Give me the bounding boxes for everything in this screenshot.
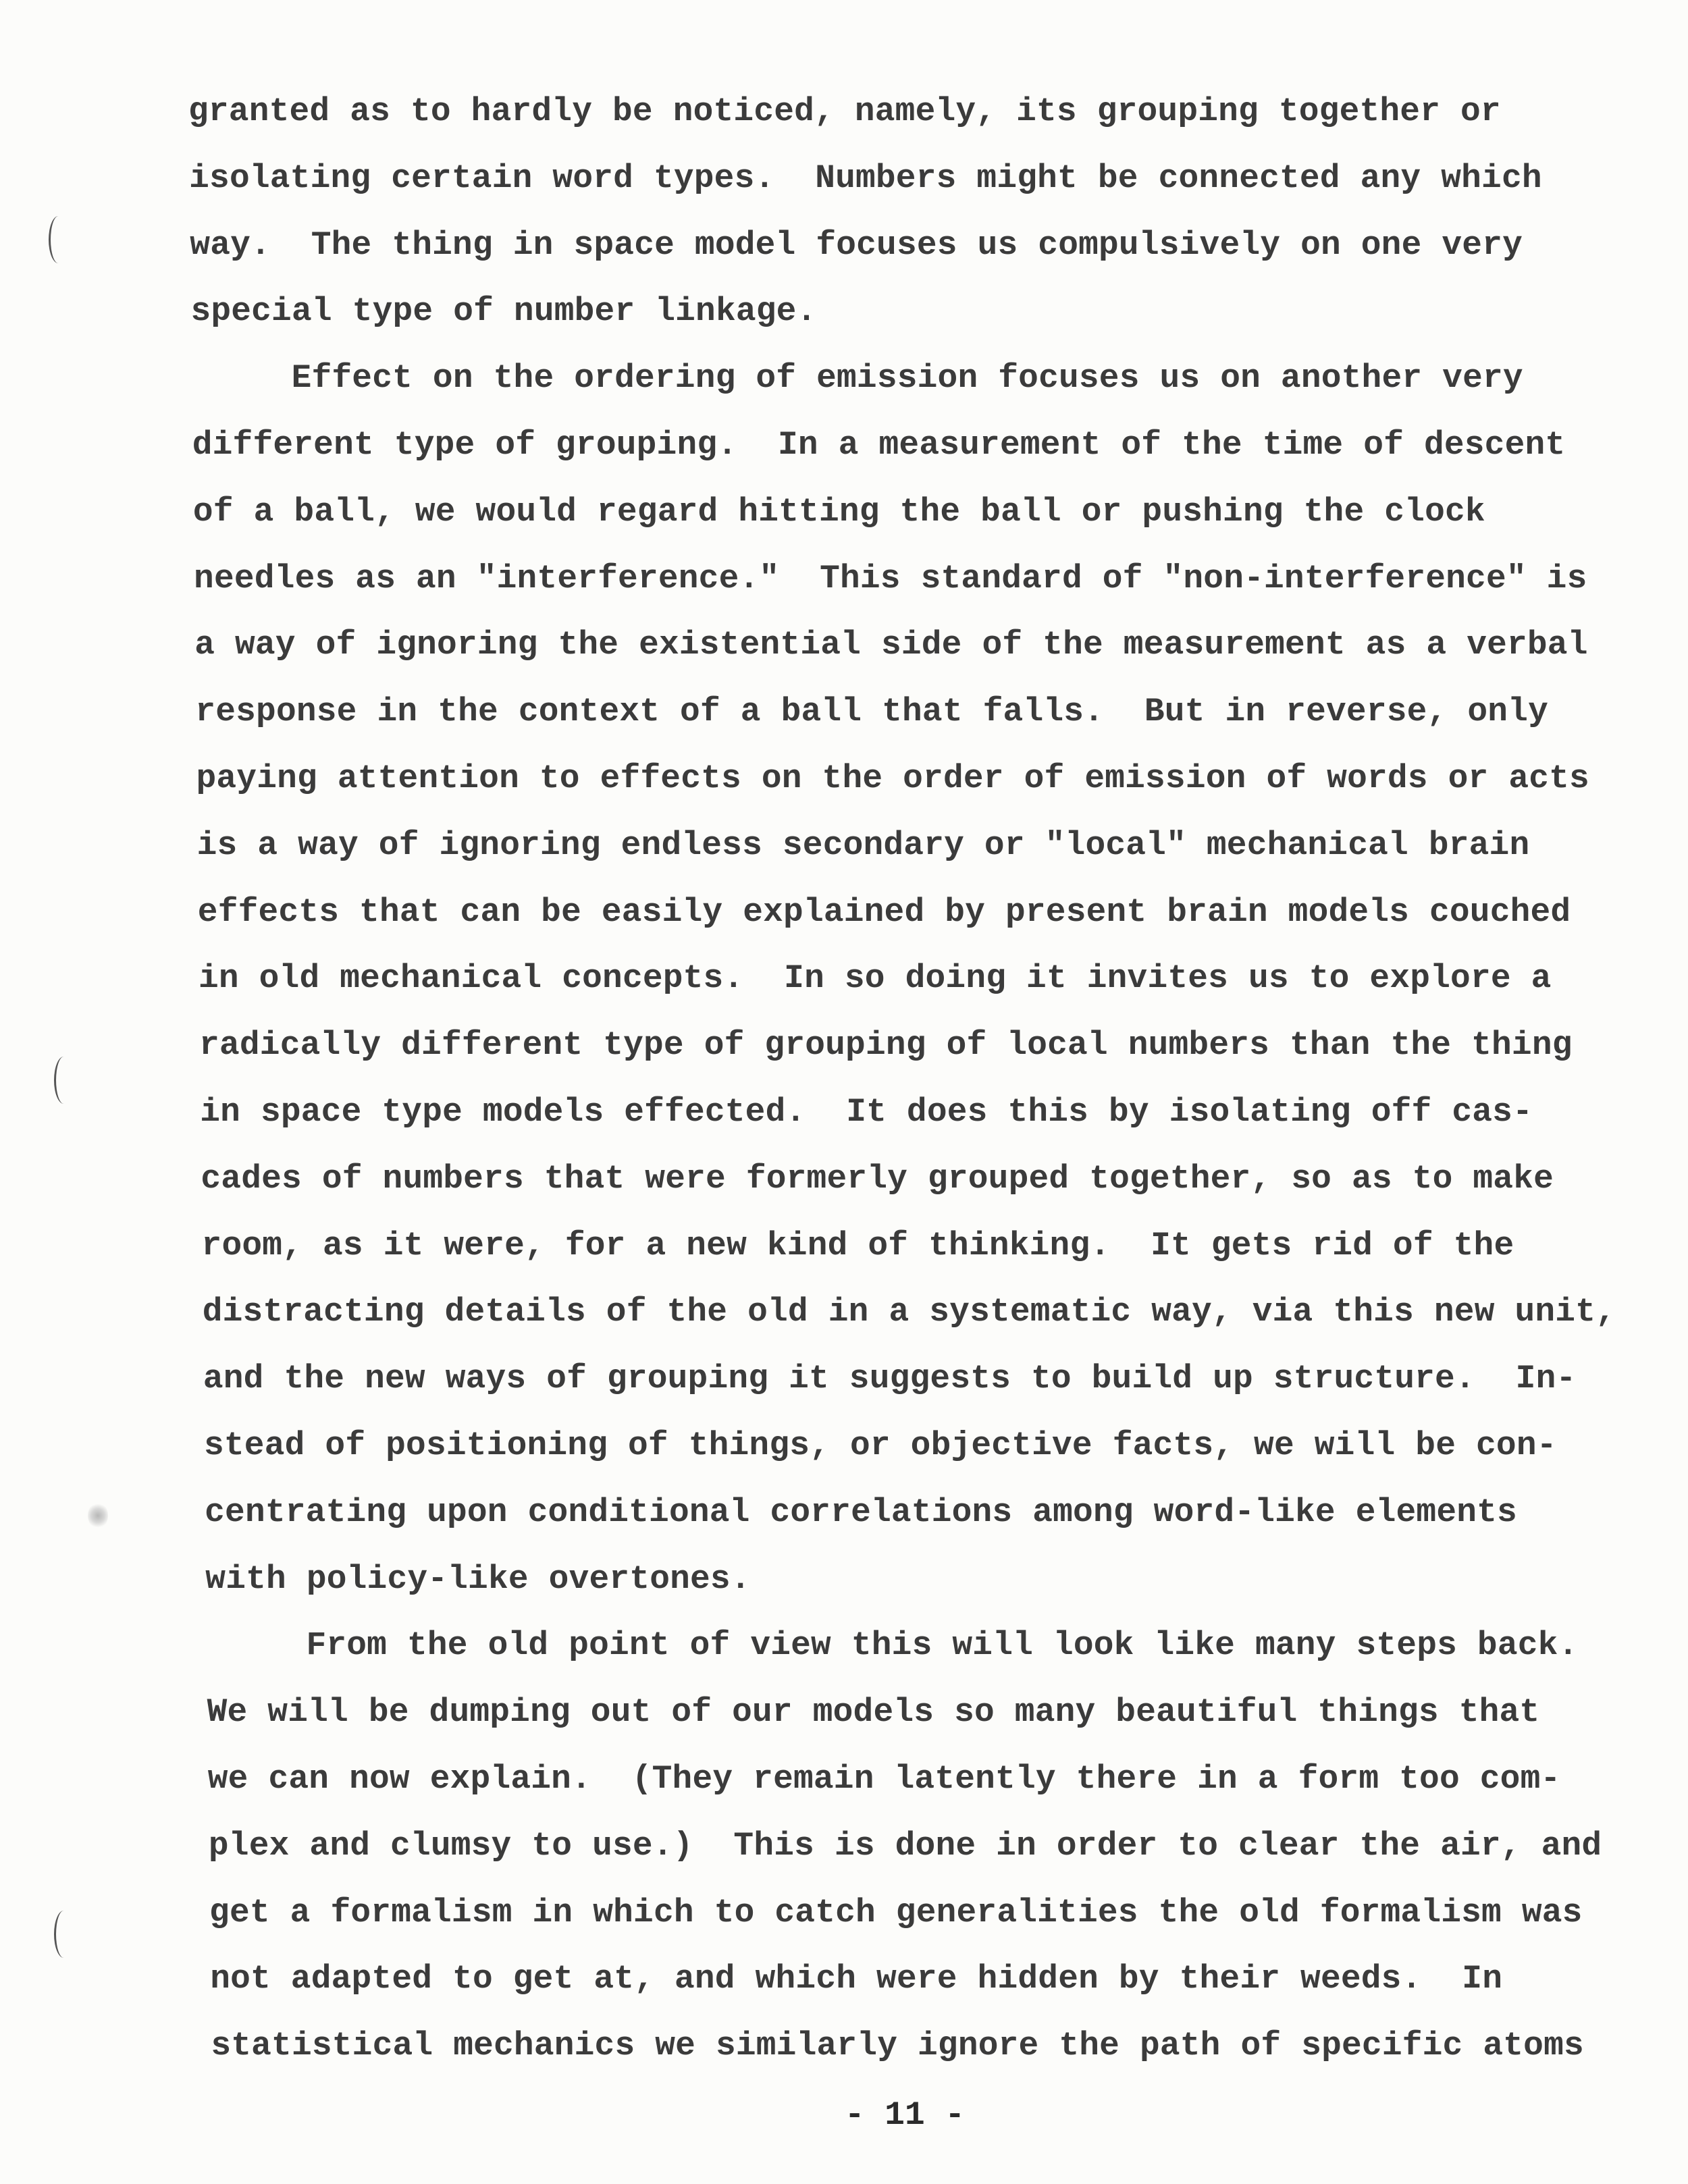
text-line: of a ball, we would regard hitting the ball or pushing the clock <box>192 492 1485 531</box>
text-line: we can now explain. (They remain latently there in a form too com- <box>207 1760 1561 1798</box>
text-line: a way of ignoring the existential side of the measurement as a verbal <box>194 626 1588 664</box>
text-line: room, as it were, for a new kind of thinking. It gets rid of the <box>201 1226 1514 1264</box>
text-line: is a way of ignoring endless secondary or "local" mechanical brain <box>196 826 1530 864</box>
margin-mark <box>49 216 68 263</box>
text-line: distracting details of the old in a systematic way, via this new unit, <box>202 1293 1616 1331</box>
text-line: effects that can be easily explained by present brain models couched <box>197 893 1571 931</box>
text-line: with policy-like overtones. <box>205 1560 751 1598</box>
text-line: Effect on the ordering of emission focuses us on another very <box>291 359 1523 398</box>
text-line: special type of number linkage. <box>190 292 817 331</box>
text-line: isolating certain word types. Numbers might be connected any which <box>189 159 1542 197</box>
text-line: get a formalism in which to catch generalities the old formalism was <box>209 1893 1583 1932</box>
text-line: response in the context of a ball that falls. But in reverse, only <box>195 693 1548 731</box>
text-line: cades of numbers that were formerly grouped together, so as to make <box>201 1159 1554 1198</box>
text-line: statistical mechanics we similarly ignore the path of specific atoms <box>211 2027 1584 2065</box>
text-line: stead of positioning of things, or objective facts, we will be con- <box>204 1427 1557 1464</box>
text-line: radically different type of grouping of local numbers than the thing <box>199 1026 1573 1065</box>
margin-mark <box>54 1911 74 1958</box>
text-line: in space type models effected. It does this by isolating off cas- <box>200 1093 1533 1131</box>
text-line: different type of grouping. In a measurement of the time of descent <box>192 426 1566 464</box>
text-line: centrating upon conditional correlations among word-like elements <box>205 1493 1517 1531</box>
text-line: From the old point of view this will look like many steps back. <box>306 1626 1579 1665</box>
text-line: needles as an "interference." This standard of "non-interference" is <box>194 559 1587 597</box>
text-line: and the new ways of grouping it suggests to build up structure. In- <box>203 1360 1577 1398</box>
text-line: granted as to hardly be noticed, namely, its grouping together or <box>188 92 1501 130</box>
margin-mark <box>54 1057 74 1104</box>
text-line: way. The thing in space model focuses us compulsively on one very <box>190 225 1523 264</box>
text-line: We will be dumping out of our models so many beautiful things that <box>207 1693 1540 1732</box>
text-line: paying attention to effects on the order of emission of words or acts <box>196 760 1589 797</box>
text-line: not adapted to get at, and which were hidden by their weeds. In <box>210 1960 1503 1998</box>
page-number: - 11 - <box>844 2096 966 2134</box>
smudge-mark <box>88 1502 108 1529</box>
text-line: plex and clumsy to use.) This is done in order to clear the air, and <box>208 1826 1602 1865</box>
text-line: in old mechanical concepts. In so doing it invites us to explore a <box>198 959 1552 998</box>
